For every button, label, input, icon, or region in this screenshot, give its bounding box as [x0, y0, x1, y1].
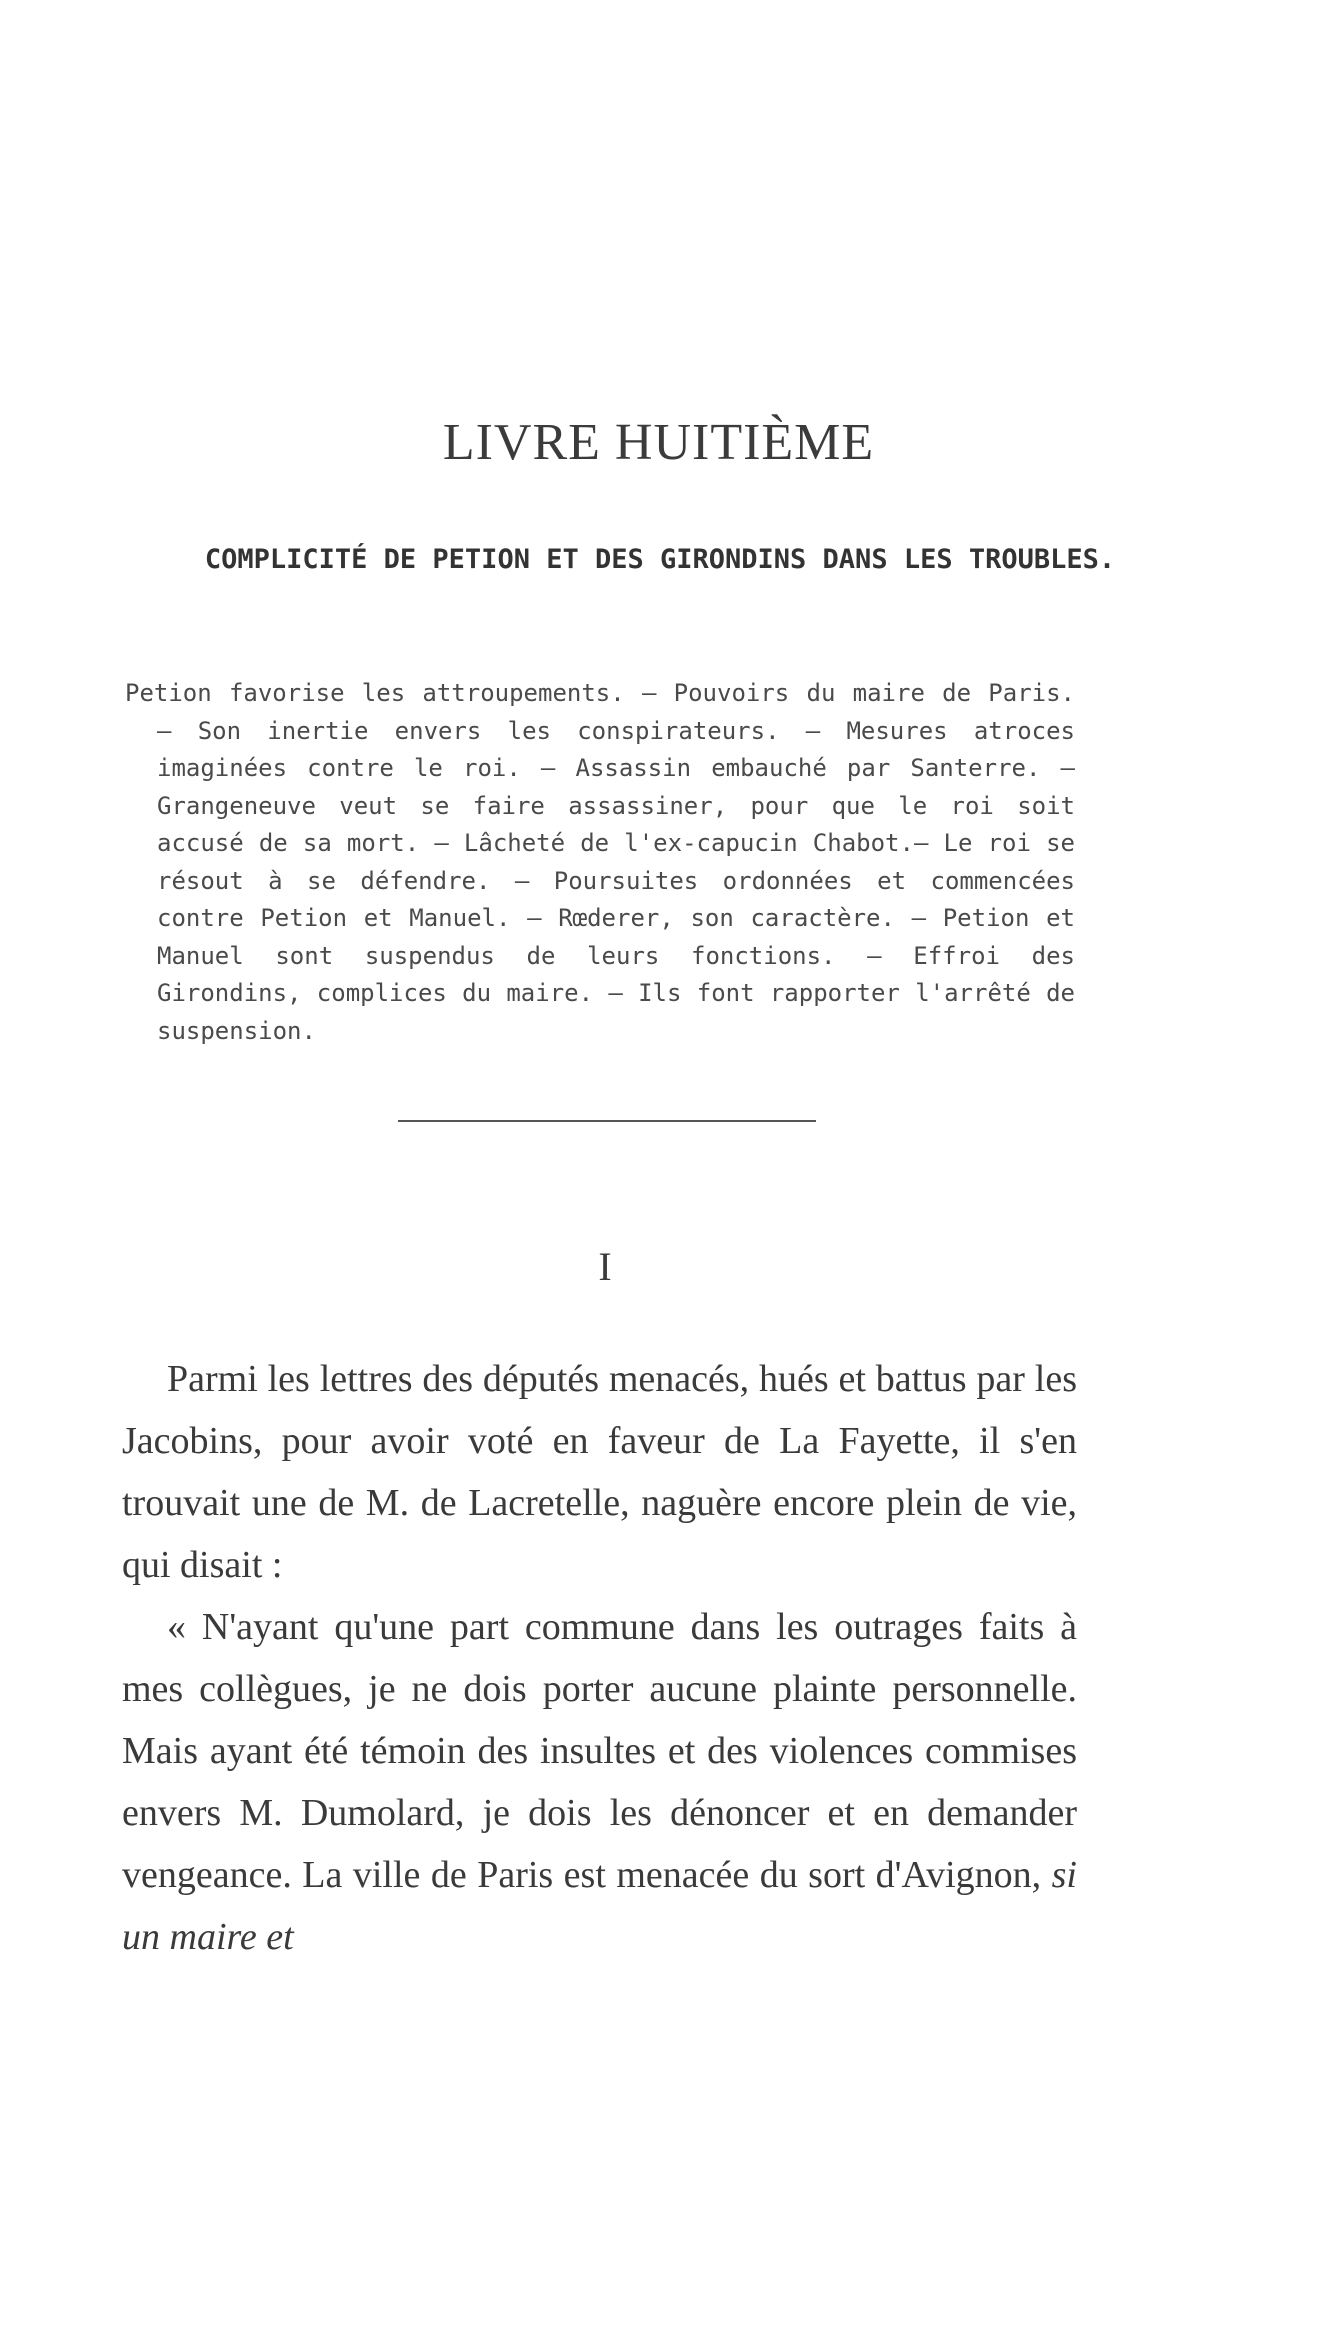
body-paragraph-quote	[122, 1596, 1077, 1968]
quote-italic-text: si un maire et	[122, 1854, 1077, 1958]
body-text	[122, 1348, 1077, 1968]
book-title: LIVRE HUITIÈME	[442, 414, 875, 471]
section-number: I	[598, 1244, 612, 1289]
section-divider	[398, 1120, 816, 1122]
quote-text: « N'ayant qu'une part commune dans les outrages faits à mes collègues, je ne dois porter aucune plainte personnelle. Mais ayant été témoin des insultes et des violences commises envers M. Dumolard, je dois les dénoncer et en demander vengeance. La ville de Paris est menacée du sort d'Avignon,	[122, 1606, 1077, 1896]
chapter-summary: Petion favorise les attroupements. — Pouvoirs du maire de Paris. — Son inertie envers les conspirateurs. — Mesures atroces imaginées contre le roi. — Assassin embauché par Santerre. — Grangeneuve veut se faire assassiner, pour que le roi soit accusé de sa mort. — Lâcheté de l'ex-capucin Chabot.— Le roi se résout à se défendre. — Poursuites ordonnées et commencées contre Petion et Manuel. — Rœderer, son caractère. — Petion et Manuel sont suspendus de leurs fonctions. — Effroi des Girondins, complices du maire. — Ils font rapporter l'arrêté de suspension.	[125, 679, 1075, 1045]
chapter-heading: COMPLICITÉ DE PETION ET DES GIRONDINS DANS LES TROUBLES.	[204, 544, 1116, 575]
body-paragraph: Parmi les lettres des députés menacés, hués et battus par les Jacobins, pour avoir voté en faveur de La Fayette, il s'en trouvait une de M. de Lacretelle, naguère encore plein de vie, qui disait :	[122, 1358, 1077, 1586]
